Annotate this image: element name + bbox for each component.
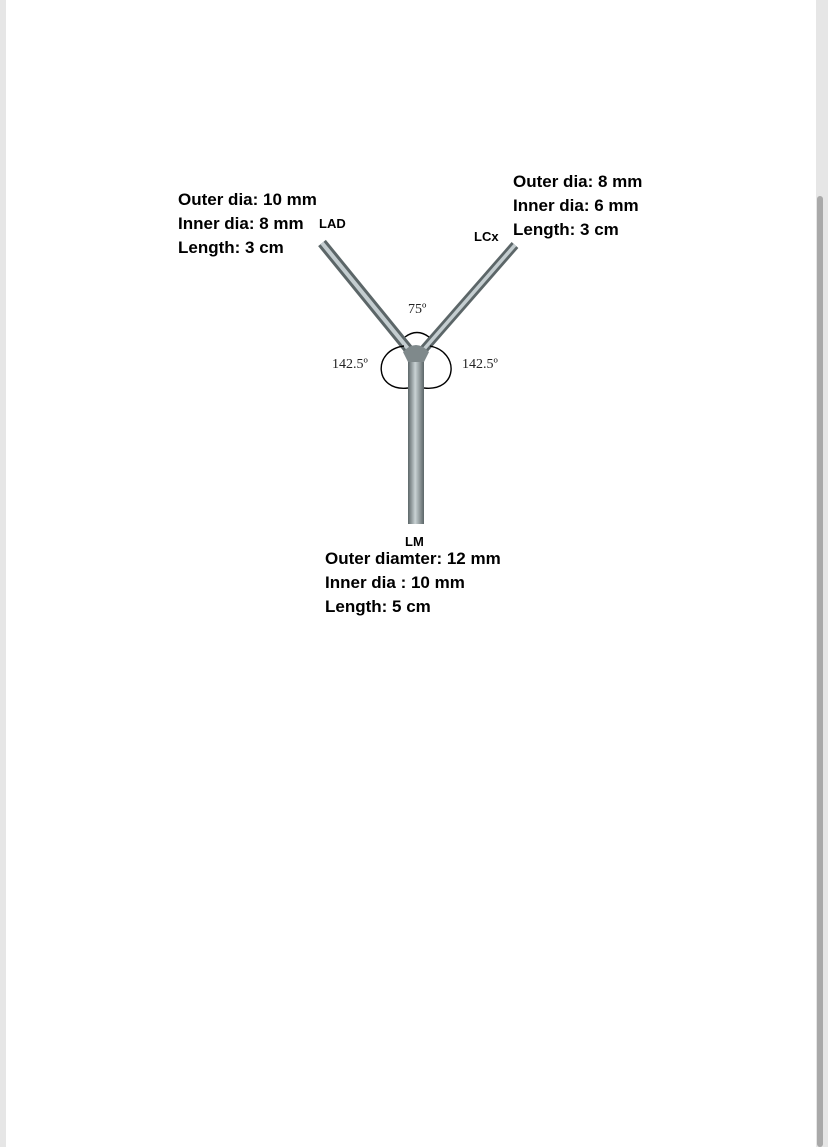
lm-vessel — [403, 345, 429, 524]
lad-specs — [178, 188, 317, 260]
lcx-outer-dia: Outer dia: 8 mm — [513, 172, 643, 191]
lcx-label: LCx — [474, 229, 499, 244]
lad-outer-dia: Outer dia: 10 mm — [178, 190, 317, 209]
lad-label: LAD — [319, 216, 346, 231]
lcx-inner-dia: Inner dia: 6 mm — [513, 196, 639, 215]
lm-inner-dia: Inner dia : 10 mm — [325, 573, 465, 592]
lad-inner-dia: Inner dia: 8 mm — [178, 214, 304, 233]
lcx-length: Length: 3 cm — [513, 220, 619, 239]
lad-length: Length: 3 cm — [178, 238, 284, 257]
lm-outer-dia: Outer diamter: 12 mm — [325, 549, 501, 568]
left-angle-label: 142.5º — [332, 357, 368, 372]
lm-length: Length: 5 cm — [325, 597, 431, 616]
lm-label: LM — [405, 534, 424, 549]
lcx-specs — [513, 170, 642, 242]
top-angle-label: 75º — [408, 302, 427, 317]
top-angle-arc — [405, 333, 429, 338]
lm-specs — [325, 547, 501, 619]
right-angle-label: 142.5º — [462, 357, 498, 372]
lcx-vessel — [418, 245, 515, 356]
lad-vessel — [322, 243, 414, 356]
